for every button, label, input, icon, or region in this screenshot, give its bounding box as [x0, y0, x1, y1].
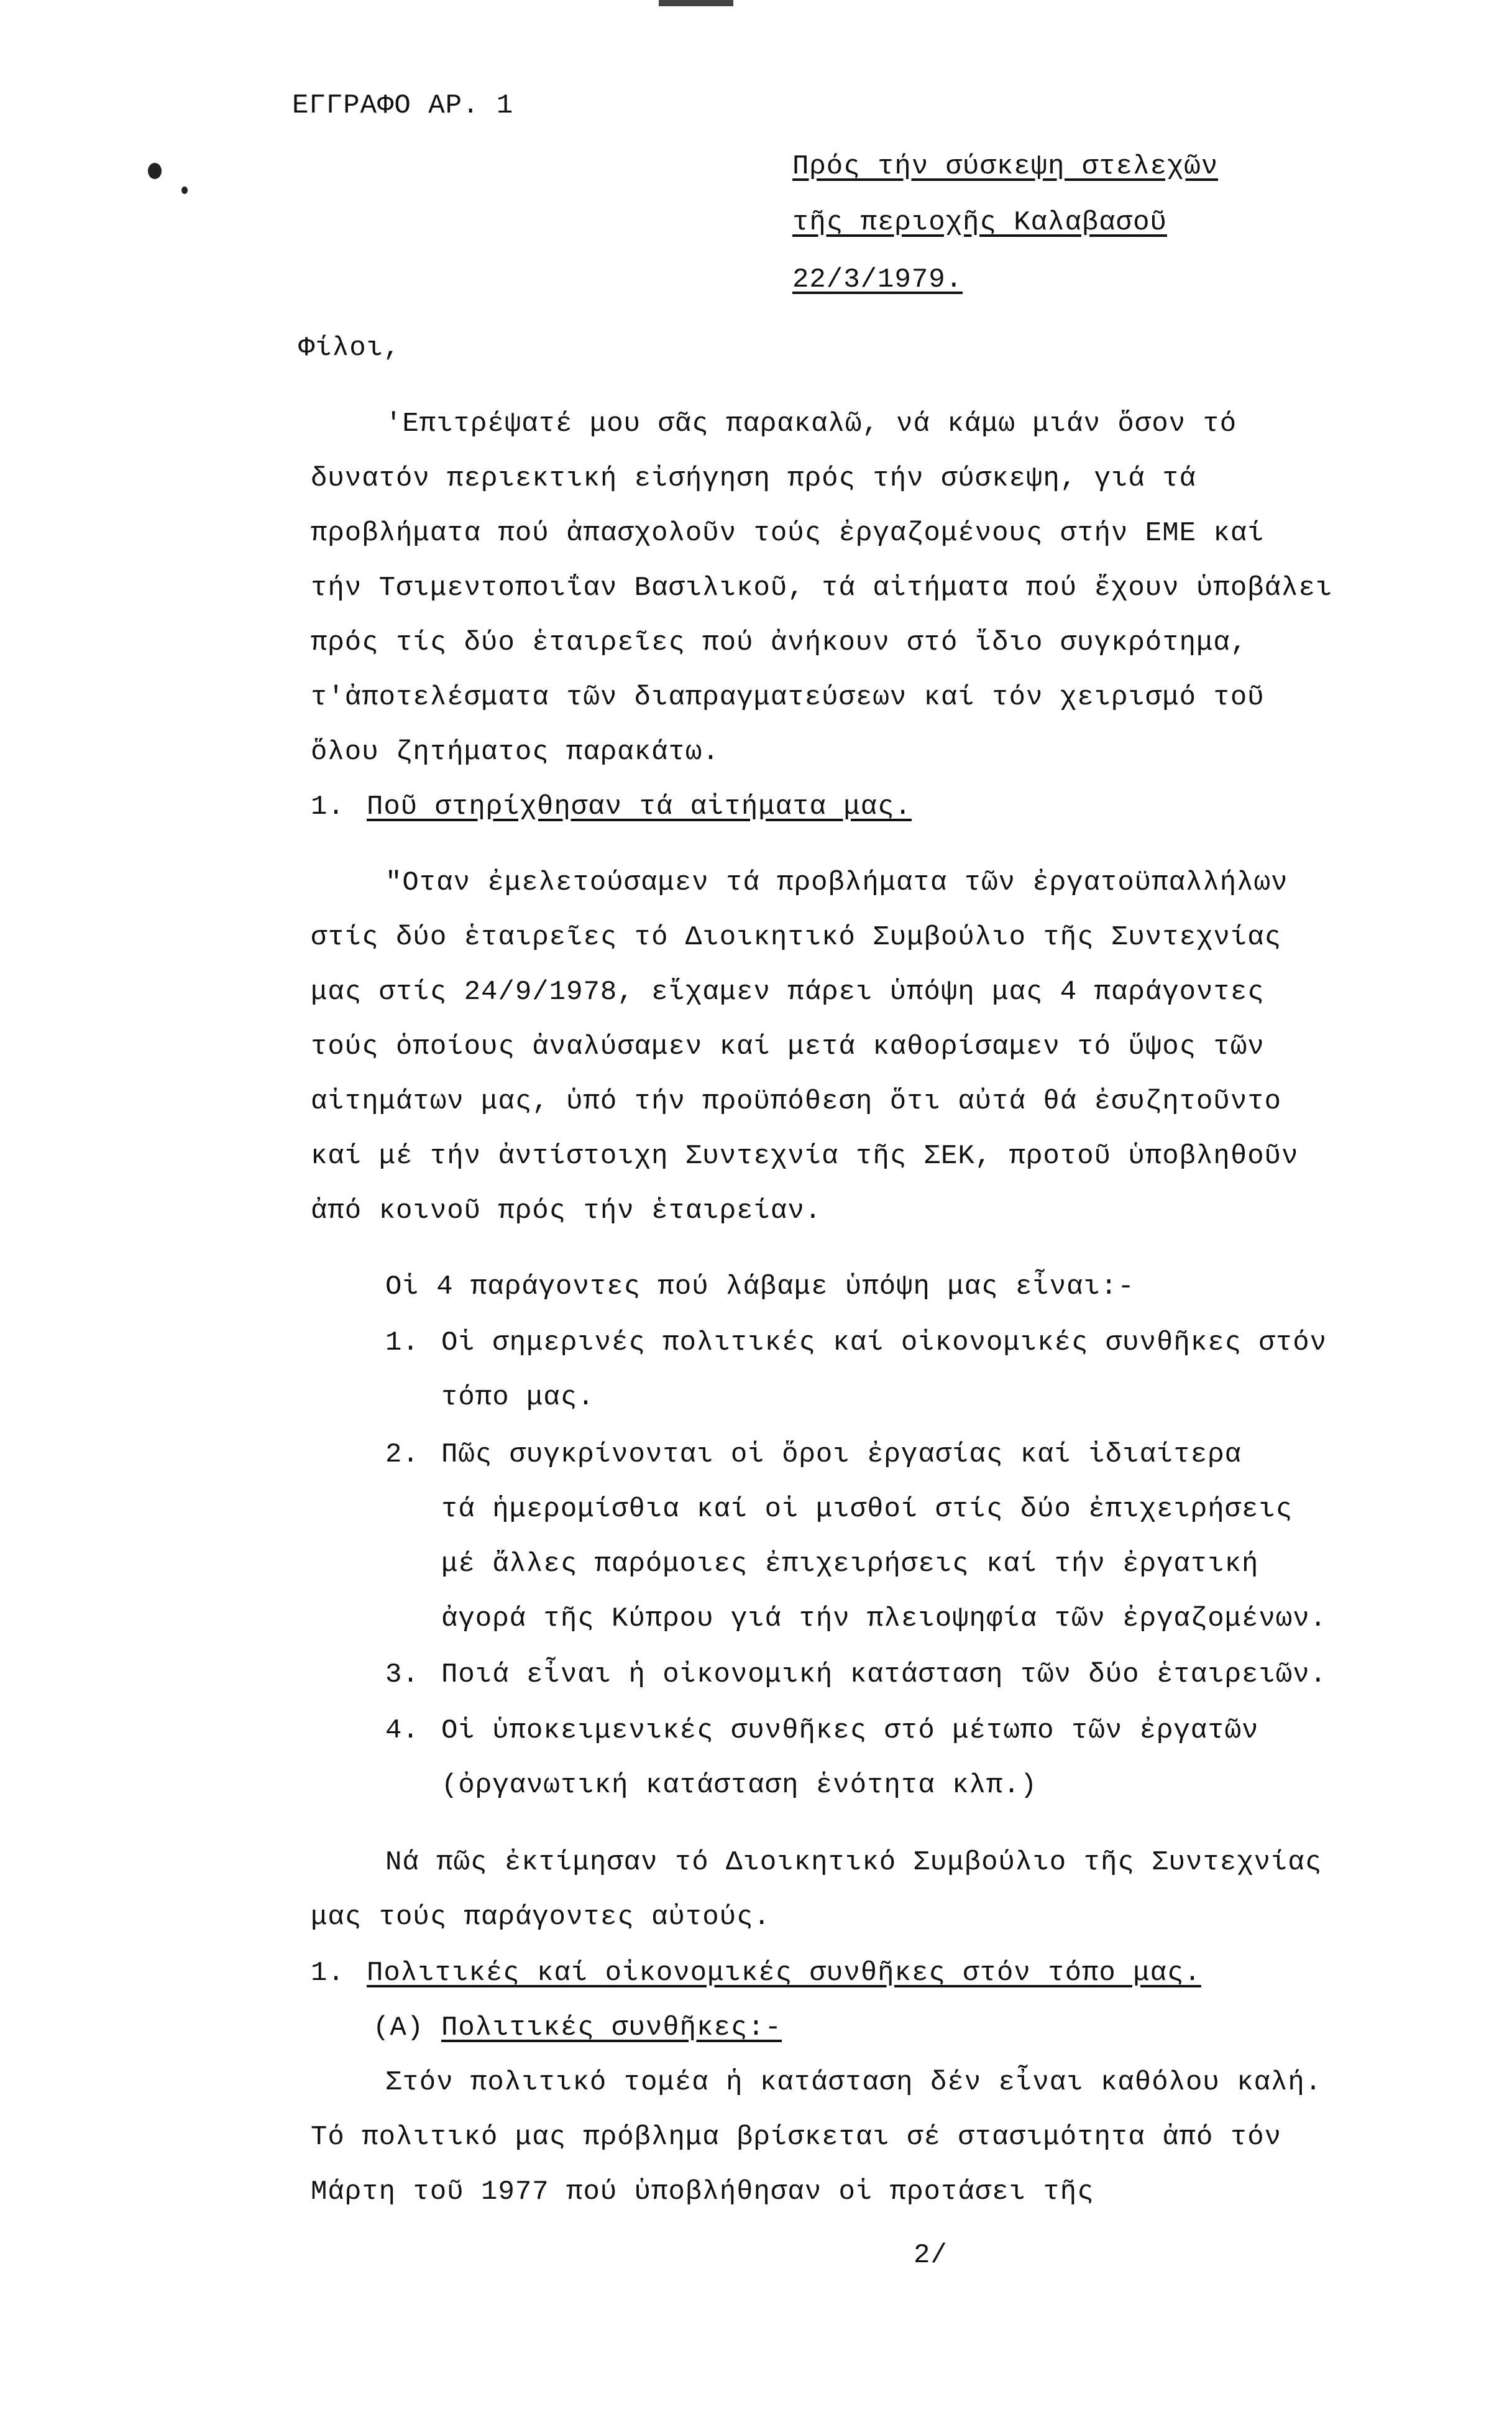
scan-mark	[659, 0, 733, 6]
section-number: 1.	[311, 791, 345, 822]
intro-line: προβλήματα πού ἀπασχολοῦν τούς ἐργαζομένους στήν ΕΜΕ καί	[311, 518, 1265, 549]
intro-line: δυνατόν περιεκτική εἰσήγηση πρός τήν σύσκεψη, γιά τά	[311, 463, 1197, 494]
addressee-line: Πρός τήν σύσκεψη στελεχῶν	[792, 151, 1219, 182]
page-number: 2/	[914, 2240, 948, 2271]
paragraph-line: Νά πῶς ἐκτίμησαν τό Διοικητικό Συμβούλιο τῆς Συντεχνίας	[385, 1847, 1322, 1878]
paragraph-line: αἰτημάτων μας, ὑπό τήν προϋπόθεση ὅτι αὐτά θά ἐσυζητοῦντο	[311, 1086, 1282, 1117]
subsection-number: (Α)	[373, 2012, 424, 2043]
factor-line: μέ ἄλλες παρόμοιες ἐπιχειρήσεις καί τήν ἐργατική	[441, 1549, 1259, 1580]
factor-line: ἀγορά τῆς Κύπρου γιά τήν πλειοψηφία τῶν ἐργαζομένων.	[441, 1603, 1327, 1634]
letter-date: 22/3/1979.	[792, 264, 963, 295]
factor-line: Πῶς συγκρίνονται οἱ ὅροι ἐργασίας καί ἰδιαίτερα	[441, 1439, 1242, 1470]
factor-line: Οἱ ὑποκειμενικές συνθῆκες στό μέτωπο τῶν ἐργατῶν	[441, 1715, 1259, 1746]
ink-speck	[148, 163, 162, 179]
factor-line: Οἱ σημερινές πολιτικές καί οἰκονομικές συνθῆκες στόν	[441, 1327, 1327, 1358]
section-title: Ποῦ στηρίχθησαν τά αἰτήματα μας.	[367, 791, 912, 822]
intro-line: πρός τίς δύο ἑταιρεῖες πού ἀνήκουν στό ἴδιο συγκρότημα,	[311, 627, 1248, 658]
intro-line: τ'ἀποτελέσματα τῶν διαπραγματεύσεων καί τόν χειρισμό τοῦ	[311, 682, 1265, 713]
paragraph-line: μας στίς 24/9/1978, εἴχαμεν πάρει ὑπόψη μας 4 παράγοντες	[311, 977, 1265, 1008]
paragraph-line: Μάρτη τοῦ 1977 πού ὑποβλήθησαν οἱ προτάσει τῆς	[311, 2176, 1094, 2208]
paragraph-line: "Οταν ἐμελετούσαμεν τά προβλήματα τῶν ἐργατοϋπαλλήλων	[385, 867, 1288, 898]
intro-line: ὅλου ζητήματος παρακάτω.	[311, 737, 720, 768]
salutation: Φίλοι,	[298, 333, 401, 364]
factor-line: (ὀργανωτική κατάσταση ἑνότητα κλπ.)	[441, 1770, 1038, 1801]
paragraph-line: Τό πολιτικό μας πρόβλημα βρίσκεται σέ στασιμότητα ἀπό τόν	[311, 2122, 1282, 2153]
paragraph-line: τούς ὁποίους ἀναλύσαμεν καί μετά καθορίσαμεν τό ὕψος τῶν	[311, 1031, 1265, 1062]
factor-number: 4.	[385, 1715, 419, 1746]
intro-line: 'Επιτρέψατέ μου σᾶς παρακαλῶ, νά κάμω μιάν ὅσον τό	[385, 408, 1237, 440]
section-number: 1.	[311, 1958, 345, 1989]
section-title: Πολιτικές καί οἰκονομικές συνθῆκες στόν τόπο μας.	[367, 1958, 1201, 1989]
ink-speck	[181, 186, 188, 194]
paragraph-line: Στόν πολιτικό τομέα ἡ κατάσταση δέν εἶναι καθόλου καλή.	[385, 2067, 1322, 2098]
factor-line: τά ἡμερομίσθια καί οἱ μισθοί στίς δύο ἐπιχειρήσεις	[441, 1494, 1293, 1525]
paragraph-line: μας τούς παράγοντες αὐτούς.	[311, 1902, 771, 1933]
factor-line: τόπο μας.	[441, 1382, 595, 1413]
addressee-line: τῆς περιοχῆς Καλαβασοῦ	[792, 207, 1167, 238]
intro-line: τήν Τσιμεντοποιΐαν Βασιλικοῦ, τά αἰτήματα πού ἔχουν ὑποβάλει	[311, 573, 1333, 604]
paragraph-line: ἀπό κοινοῦ πρός τήν ἑταιρείαν.	[311, 1195, 822, 1227]
factor-number: 1.	[385, 1327, 419, 1358]
factors-intro: Οἱ 4 παράγοντες πού λάβαμε ὑπόψη μας εἶναι:-	[385, 1271, 1135, 1302]
factor-line: Ποιά εἶναι ἡ οἰκονομική κατάσταση τῶν δύο ἑταιρειῶν.	[441, 1659, 1327, 1690]
subsection-title: Πολιτικές συνθῆκες:-	[441, 2012, 782, 2043]
factor-number: 3.	[385, 1659, 419, 1690]
factor-number: 2.	[385, 1439, 419, 1470]
paragraph-line: στίς δύο ἑταιρεῖες τό Διοικητικό Συμβούλιο τῆς Συντεχνίας	[311, 922, 1282, 953]
paragraph-line: καί μέ τήν ἀντίστοιχη Συντεχνία τῆς ΣΕΚ, προτοῦ ὑποβληθοῦν	[311, 1141, 1299, 1172]
document-header: ΕΓΓΡΑΦΟ ΑΡ. 1	[292, 90, 514, 121]
